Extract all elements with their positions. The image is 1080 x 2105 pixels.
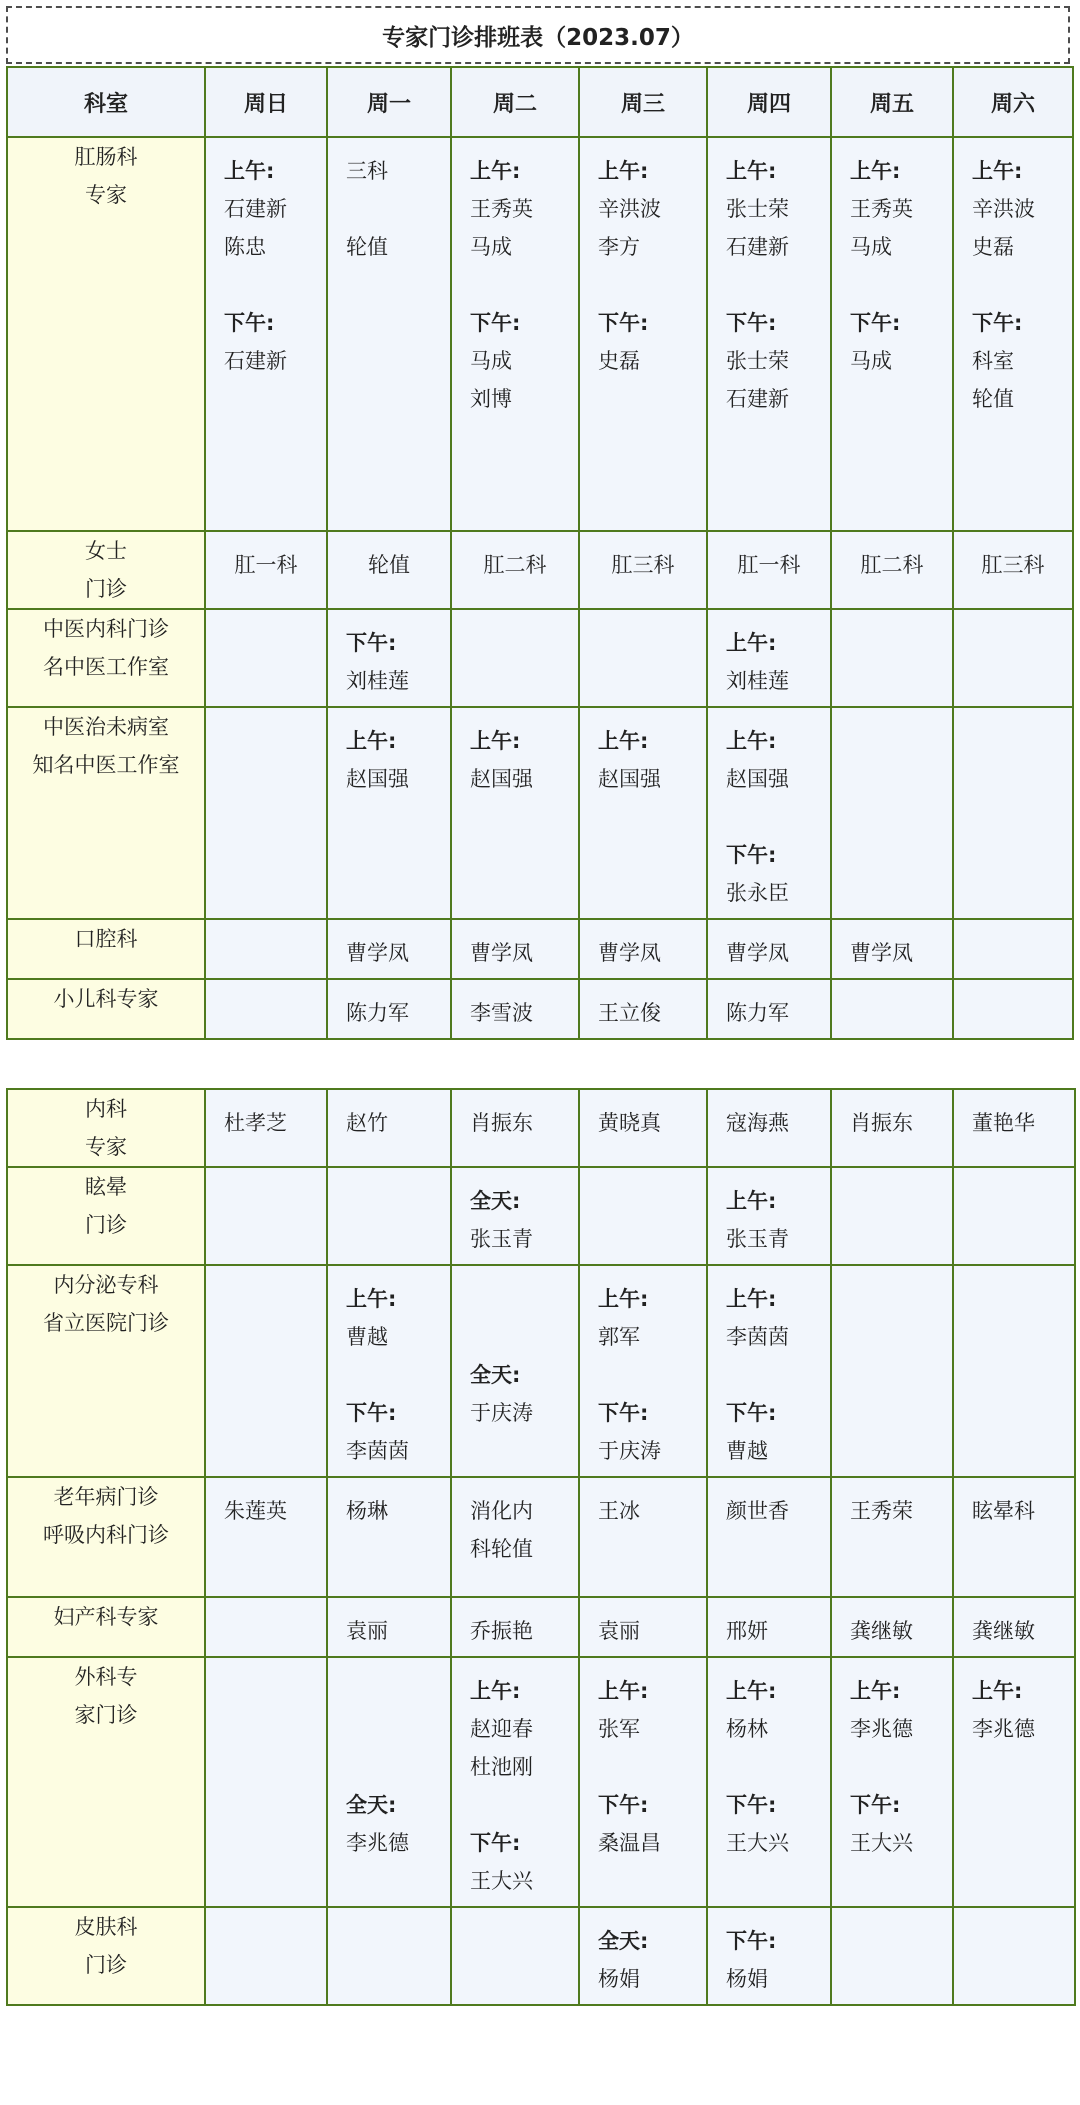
doctor-name: 李方 — [598, 235, 640, 259]
schedule-cell-tuesday — [451, 1657, 579, 1907]
schedule-cell-friday — [831, 1167, 953, 1265]
shift-label: 下午: — [598, 311, 649, 335]
doctor-name: 杨娟 — [726, 1967, 768, 1991]
department-name: 中医内科门诊 — [43, 617, 169, 641]
doctor-name: 石建新 — [726, 387, 789, 411]
shift-label: 上午: — [726, 631, 777, 655]
doctor-name: 马成 — [850, 235, 892, 259]
doctor-name: 肖振东 — [470, 1111, 533, 1135]
schedule-cell-tuesday — [451, 1265, 579, 1477]
doctor-name: 黄晓真 — [598, 1111, 661, 1135]
schedule-cell-friday — [831, 1477, 953, 1597]
schedule-cell-friday — [831, 1265, 953, 1477]
shift-label: 下午: — [726, 1401, 777, 1425]
doctor-name: 轮值 — [346, 235, 388, 259]
schedule-row — [7, 919, 1073, 979]
doctor-name: 王大兴 — [850, 1831, 913, 1855]
doctor-name: 科轮值 — [470, 1537, 533, 1561]
doctor-name: 曹越 — [346, 1325, 388, 1349]
shift-label: 上午: — [470, 1679, 521, 1703]
schedule-cell-thursday — [707, 1265, 831, 1477]
doctor-name: 刘桂莲 — [346, 669, 409, 693]
schedule-cell-friday — [831, 137, 953, 531]
doctor-name: 赵国强 — [470, 767, 533, 791]
schedule-cell-thursday — [707, 1597, 831, 1657]
schedule-cell-wednesday — [579, 1597, 707, 1657]
schedule-cell-monday — [327, 1907, 451, 2005]
schedule-cell-thursday — [707, 1657, 831, 1907]
department-cell — [7, 531, 205, 609]
schedule-cell-tuesday — [451, 1167, 579, 1265]
header-sunday: 周日 — [205, 67, 327, 137]
schedule-cell-sunday — [205, 609, 327, 707]
header-wednesday: 周三 — [579, 67, 707, 137]
department-cell — [7, 137, 205, 531]
header-friday: 周五 — [831, 67, 953, 137]
department-cell — [7, 1597, 205, 1657]
shift-label: 上午: — [726, 1189, 777, 1213]
schedule-row — [7, 609, 1073, 707]
doctor-name: 李茵茵 — [346, 1439, 409, 1463]
doctor-name: 王大兴 — [470, 1869, 533, 1893]
doctor-name: 陈力军 — [346, 1001, 409, 1025]
shift-label: 上午: — [726, 159, 777, 183]
doctor-name: 王秀英 — [850, 197, 913, 221]
schedule-cell-saturday — [953, 1597, 1075, 1657]
shift-label: 全天: — [470, 1189, 521, 1213]
shift-label: 下午: — [850, 311, 901, 335]
doctor-name: 李雪波 — [470, 1001, 533, 1025]
schedule-cell-wednesday — [579, 609, 707, 707]
doctor-name: 轮值 — [368, 553, 410, 577]
schedule-cell-thursday — [707, 1167, 831, 1265]
department-name: 专家 — [85, 1135, 127, 1159]
schedule-row — [7, 1907, 1075, 2005]
shift-label: 上午: — [598, 159, 649, 183]
header-dept: 科室 — [7, 67, 205, 137]
doctor-name: 李兆德 — [850, 1717, 913, 1741]
doctor-name — [346, 1672, 440, 1710]
doctor-name: 龚继敏 — [972, 1619, 1035, 1643]
shift-label: 上午: — [346, 729, 397, 753]
shift-label: 上午: — [850, 1679, 901, 1703]
schedule-cell-sunday — [205, 137, 327, 531]
doctor-name: 赵国强 — [346, 767, 409, 791]
department-name: 妇产科专家 — [53, 1605, 159, 1629]
schedule-cell-tuesday — [451, 1089, 579, 1167]
schedule-cell-friday — [831, 531, 953, 609]
department-name: 门诊 — [85, 577, 127, 601]
schedule-cell-thursday — [707, 137, 831, 531]
department-name: 外科专 — [74, 1665, 138, 1689]
schedule-cell-monday — [327, 609, 451, 707]
doctor-name: 杨林 — [726, 1717, 768, 1741]
shift-label: 全天: — [470, 1363, 521, 1387]
schedule-row — [7, 979, 1073, 1039]
doctor-name: 肛二科 — [860, 553, 924, 577]
doctor-name: 史磊 — [598, 349, 640, 373]
shift-label: 上午: — [972, 1679, 1023, 1703]
schedule-row — [7, 1167, 1075, 1265]
doctor-name: 杨娟 — [598, 1967, 640, 1991]
doctor-name: 石建新 — [224, 349, 287, 373]
doctor-name: 乔振艳 — [470, 1619, 533, 1643]
schedule-row — [7, 1477, 1075, 1597]
department-name: 中医治未病室 — [43, 715, 169, 739]
shift-label: 下午: — [470, 311, 521, 335]
doctor-name: 曹学凤 — [850, 941, 913, 965]
shift-label: 下午: — [726, 311, 777, 335]
shift-label: 上午: — [850, 159, 901, 183]
doctor-name: 赵竹 — [346, 1111, 388, 1135]
department-cell — [7, 1167, 205, 1265]
doctor-name: 张玉青 — [470, 1227, 533, 1251]
doctor-name: 三科 — [346, 159, 388, 183]
department-name: 专家 — [85, 183, 127, 207]
schedule-row — [7, 137, 1073, 531]
schedule-cell-sunday — [205, 919, 327, 979]
doctor-name: 于庆涛 — [470, 1401, 533, 1425]
schedule-cell-monday — [327, 1597, 451, 1657]
doctor-name: 陈力军 — [726, 1001, 789, 1025]
schedule-cell-monday — [327, 1167, 451, 1265]
department-name: 肛肠科 — [74, 145, 138, 169]
shift-label: 上午: — [726, 1287, 777, 1311]
schedule-cell-sunday — [205, 531, 327, 609]
doctor-name: 王立俊 — [598, 1001, 661, 1025]
doctor-name: 陈忠 — [224, 235, 266, 259]
schedule-cell-friday — [831, 1907, 953, 2005]
schedule-cell-saturday — [953, 1907, 1075, 2005]
schedule-cell-wednesday — [579, 919, 707, 979]
schedule-cell-tuesday — [451, 707, 579, 919]
doctor-name: 寇海燕 — [726, 1111, 789, 1135]
shift-label: 下午: — [346, 631, 397, 655]
schedule-cell-saturday — [953, 707, 1073, 919]
schedule-cell-wednesday — [579, 1907, 707, 2005]
department-cell — [7, 1907, 205, 2005]
schedule-row — [7, 707, 1073, 919]
schedule-cell-monday — [327, 1657, 451, 1907]
schedule-cell-sunday — [205, 1597, 327, 1657]
schedule-cell-friday — [831, 1597, 953, 1657]
doctor-name: 张玉青 — [726, 1227, 789, 1251]
schedule-cell-saturday — [953, 919, 1073, 979]
schedule-cell-wednesday — [579, 137, 707, 531]
doctor-name: 袁丽 — [346, 1619, 388, 1643]
doctor-name: 肛三科 — [611, 553, 675, 577]
shift-label: 下午: — [224, 311, 275, 335]
doctor-name: 肛三科 — [981, 553, 1045, 577]
schedule-cell-saturday — [953, 137, 1073, 531]
doctor-name: 肛一科 — [737, 553, 801, 577]
schedule-cell-friday — [831, 1657, 953, 1907]
doctor-name: 辛洪波 — [972, 197, 1035, 221]
department-name: 内科 — [85, 1097, 127, 1121]
shift-label: 上午: — [726, 1679, 777, 1703]
schedule-table-top — [6, 66, 1074, 1040]
doctor-name: 董艳华 — [972, 1111, 1035, 1135]
department-name: 呼吸内科门诊 — [43, 1523, 169, 1547]
doctor-name: 王秀英 — [470, 197, 533, 221]
department-name: 口腔科 — [74, 927, 138, 951]
doctor-name: 朱莲英 — [224, 1499, 287, 1523]
header-tuesday: 周二 — [451, 67, 579, 137]
shift-label: 上午: — [972, 159, 1023, 183]
schedule-cell-thursday — [707, 609, 831, 707]
schedule-cell-monday — [327, 137, 451, 531]
department-cell — [7, 1477, 205, 1597]
schedule-cell-monday — [327, 1089, 451, 1167]
department-cell — [7, 979, 205, 1039]
doctor-name: 龚继敏 — [850, 1619, 913, 1643]
doctor-name: 石建新 — [726, 235, 789, 259]
schedule-row — [7, 1089, 1075, 1167]
schedule-cell-tuesday — [451, 1597, 579, 1657]
doctor-name: 王冰 — [598, 1499, 640, 1523]
department-name: 省立医院门诊 — [43, 1311, 169, 1335]
schedule-cell-sunday — [205, 707, 327, 919]
doctor-name: 科室 — [972, 349, 1014, 373]
shift-label: 上午: — [598, 729, 649, 753]
header-thursday: 周四 — [707, 67, 831, 137]
schedule-cell-saturday — [953, 1167, 1075, 1265]
shift-label: 上午: — [470, 159, 521, 183]
doctor-name: 颜世香 — [726, 1499, 789, 1523]
schedule-cell-thursday — [707, 919, 831, 979]
schedule-cell-sunday — [205, 979, 327, 1039]
doctor-name: 桑温昌 — [598, 1831, 661, 1855]
doctor-name: 肖振东 — [850, 1111, 913, 1135]
department-cell — [7, 919, 205, 979]
schedule-cell-friday — [831, 979, 953, 1039]
doctor-name: 曹学凤 — [726, 941, 789, 965]
schedule-cell-thursday — [707, 1907, 831, 2005]
department-name: 皮肤科 — [74, 1915, 138, 1939]
schedule-cell-tuesday — [451, 979, 579, 1039]
schedule-row — [7, 1265, 1075, 1477]
department-cell — [7, 1265, 205, 1477]
schedule-cell-thursday — [707, 531, 831, 609]
department-cell — [7, 1089, 205, 1167]
doctor-name: 眩晕科 — [972, 1499, 1035, 1523]
schedule-cell-saturday — [953, 531, 1073, 609]
shift-label: 下午: — [972, 311, 1023, 335]
schedule-cell-tuesday — [451, 609, 579, 707]
department-cell — [7, 707, 205, 919]
shift-label: 下午: — [346, 1401, 397, 1425]
shift-label: 上午: — [470, 729, 521, 753]
schedule-cell-saturday — [953, 1657, 1075, 1907]
shift-label: 下午: — [850, 1793, 901, 1817]
schedule-cell-monday — [327, 1265, 451, 1477]
schedule-cell-wednesday — [579, 1657, 707, 1907]
schedule-row — [7, 531, 1073, 609]
doctor-name: 赵迎春 — [470, 1717, 533, 1741]
header-saturday: 周六 — [953, 67, 1073, 137]
doctor-name: 马成 — [470, 235, 512, 259]
schedule-cell-saturday — [953, 1089, 1075, 1167]
doctor-name: 轮值 — [972, 387, 1014, 411]
department-name: 眩晕 — [85, 1175, 127, 1199]
schedule-table-bottom — [6, 1088, 1076, 2006]
department-name: 女士 — [85, 539, 127, 563]
schedule-cell-wednesday — [579, 979, 707, 1039]
schedule-cell-thursday — [707, 1089, 831, 1167]
schedule-cell-monday — [327, 707, 451, 919]
doctor-name: 肛二科 — [483, 553, 547, 577]
doctor-name: 赵国强 — [726, 767, 789, 791]
doctor-name: 消化内 — [470, 1499, 533, 1523]
doctor-name: 李兆德 — [972, 1717, 1035, 1741]
schedule-cell-friday — [831, 919, 953, 979]
shift-label: 下午: — [598, 1793, 649, 1817]
header-monday: 周一 — [327, 67, 451, 137]
doctor-name: 王秀荣 — [850, 1499, 913, 1523]
doctor-name: 肛一科 — [234, 553, 298, 577]
doctor-name: 史磊 — [972, 235, 1014, 259]
doctor-name: 李兆德 — [346, 1831, 409, 1855]
department-name: 名中医工作室 — [43, 655, 169, 679]
schedule-cell-saturday — [953, 1477, 1075, 1597]
doctor-name: 袁丽 — [598, 1619, 640, 1643]
shift-label: 上午: — [598, 1679, 649, 1703]
schedule-cell-saturday — [953, 1265, 1075, 1477]
schedule-cell-sunday — [205, 1477, 327, 1597]
doctor-name: 辛洪波 — [598, 197, 661, 221]
header-row — [7, 67, 1073, 137]
shift-label: 全天: — [598, 1929, 649, 1953]
department-name: 内分泌专科 — [53, 1273, 159, 1297]
doctor-name — [346, 1710, 440, 1748]
schedule-row — [7, 1657, 1075, 1907]
department-name: 门诊 — [85, 1213, 127, 1237]
schedule-cell-friday — [831, 707, 953, 919]
schedule-cell-tuesday — [451, 1907, 579, 2005]
schedule-cell-monday — [327, 1477, 451, 1597]
schedule-cell-wednesday — [579, 707, 707, 919]
doctor-name: 杜孝芝 — [224, 1111, 287, 1135]
doctor-name: 张永臣 — [726, 881, 789, 905]
shift-label: 全天: — [346, 1793, 397, 1817]
schedule-cell-tuesday — [451, 919, 579, 979]
schedule-cell-sunday — [205, 1265, 327, 1477]
shift-label: 上午: — [224, 159, 275, 183]
doctor-name: 杜池刚 — [470, 1755, 533, 1779]
schedule-cell-wednesday — [579, 1089, 707, 1167]
doctor-name — [470, 1280, 568, 1318]
department-name: 门诊 — [85, 1953, 127, 1977]
shift-label: 下午: — [598, 1401, 649, 1425]
schedule-cell-thursday — [707, 1477, 831, 1597]
schedule-cell-monday — [327, 979, 451, 1039]
doctor-name: 曹学凤 — [346, 941, 409, 965]
doctor-name: 曹学凤 — [598, 941, 661, 965]
schedule-cell-friday — [831, 1089, 953, 1167]
schedule-cell-wednesday — [579, 1477, 707, 1597]
schedule-cell-wednesday — [579, 1265, 707, 1477]
schedule-cell-thursday — [707, 979, 831, 1039]
shift-label: 上午: — [598, 1287, 649, 1311]
doctor-name: 马成 — [470, 349, 512, 373]
department-cell — [7, 1657, 205, 1907]
department-name: 家门诊 — [74, 1703, 138, 1727]
doctor-name: 李茵茵 — [726, 1325, 789, 1349]
department-name: 知名中医工作室 — [32, 753, 180, 777]
schedule-cell-sunday — [205, 1089, 327, 1167]
doctor-name: 赵国强 — [598, 767, 661, 791]
schedule-cell-saturday — [953, 609, 1073, 707]
department-cell — [7, 609, 205, 707]
schedule-cell-tuesday — [451, 137, 579, 531]
shift-label: 下午: — [726, 1793, 777, 1817]
doctor-name: 张军 — [598, 1717, 640, 1741]
schedule-cell-tuesday — [451, 531, 579, 609]
page-title: 专家门诊排班表（2023.07） — [6, 6, 1070, 64]
doctor-name: 刘博 — [470, 387, 512, 411]
schedule-cell-friday — [831, 609, 953, 707]
doctor-name: 邢妍 — [726, 1619, 768, 1643]
schedule-cell-sunday — [205, 1657, 327, 1907]
doctor-name: 石建新 — [224, 197, 287, 221]
doctor-name: 郭军 — [598, 1325, 640, 1349]
schedule-cell-saturday — [953, 979, 1073, 1039]
shift-label: 下午: — [726, 1929, 777, 1953]
doctor-name: 张士荣 — [726, 349, 789, 373]
schedule-cell-wednesday — [579, 1167, 707, 1265]
shift-label: 下午: — [470, 1831, 521, 1855]
department-name: 小儿科专家 — [53, 987, 159, 1011]
department-name: 老年病门诊 — [53, 1485, 159, 1509]
shift-label: 上午: — [726, 729, 777, 753]
schedule-cell-sunday — [205, 1167, 327, 1265]
doctor-name: 张士荣 — [726, 197, 789, 221]
schedule-cell-monday — [327, 531, 451, 609]
doctor-name: 刘桂莲 — [726, 669, 789, 693]
doctor-name: 曹学凤 — [470, 941, 533, 965]
schedule-cell-monday — [327, 919, 451, 979]
schedule-cell-tuesday — [451, 1477, 579, 1597]
schedule-cell-wednesday — [579, 531, 707, 609]
doctor-name: 马成 — [850, 349, 892, 373]
shift-label: 上午: — [346, 1287, 397, 1311]
shift-label: 下午: — [726, 843, 777, 867]
schedule-cell-thursday — [707, 707, 831, 919]
doctor-name: 王大兴 — [726, 1831, 789, 1855]
doctor-name: 杨琳 — [346, 1499, 388, 1523]
schedule-cell-sunday — [205, 1907, 327, 2005]
schedule-row — [7, 1597, 1075, 1657]
doctor-name: 曹越 — [726, 1439, 768, 1463]
doctor-name: 于庆涛 — [598, 1439, 661, 1463]
